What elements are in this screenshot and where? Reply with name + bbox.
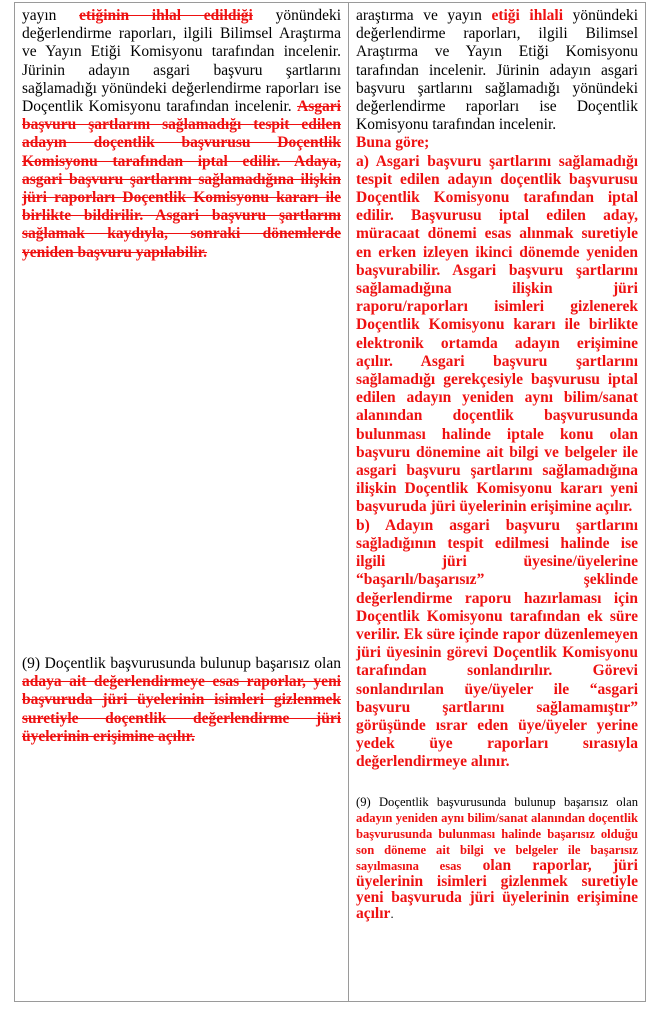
item-b: b) Adayın asgari başvuru şartlarını sağladığının tespit edilmesi halinde ise ilgili jüri üyesine/üyelerine “başarılı/başarısız” şeklinde değerlendirme raporu hazırlaması için Doçentlik Komisyonu tarafından ek süre verilir. Ek süre içinde rapor düzenlemeyen jüri üyesinin görevi Doçentlik Komisyonu tarafından sonlandırılır. Görevi sonlandırılan üye/üyeler ile “asgari başvuru şartlarını sağlamamıştır” görüşünde ısrar eden üye/üyeler yerine yedek üye raporları sırasıyla değerlendirmeye alınır. xyxy=(356,516,638,771)
left-column-old-text xyxy=(15,3,349,1001)
right-column-new-text xyxy=(349,3,645,1001)
item-a: a) Asgari başvuru şartlarını sağlamadığı tespit edilen adayın doçentlik başvurusu Doçentlik Komisyonu tarafından iptal edilir. Başvurusu iptal edilen aday, müracaat dönemi esas alınmak suretiyle en erken izleyen ikinci dönemde yeniden başvurabilir. Asgari başvuru şartlarını sağlamadığına ilişkin jüri raporu/raporları isimleri gizlenerek Doçentlik Komisyonu kararı ile birlikte elektronik ortamda adayın erişimine açılır. Asgari başvuru şartlarını sağlamadığı gerekçesiyle başvurusu iptal edilen adayın yeniden aynı bilim/sanat alanından doçentlik başvurusunda bulunması halinde iptale konu olan başvuru dönemine ait bilgi ve belgeler ile asgari başvuru şartlarını sağlamadığına ilişkin Doçentlik Komisyonu kararı yeni başvuruda jüri üyelerinin erişimine açılır. xyxy=(356,152,638,516)
left-paragraph-1: yayın etiğinin ihlal edildiği yönündeki değerlendirme raporları, ilgili Bilimsel Araştırma ve Yayın Etiği Komisyonu tarafından incelenir. Jürinin adayın asgari başvuru şartlarını sağlamadığı yönündeki değerlendirme raporları ise Doçentlik Komisyonu tarafından incelenir. Asgari başvuru şartlarını sağlamadığı tespit edilen adayın doçentlik başvurusu Doçentlik Komisyonu tarafından iptal edilir. Adaya, asgari başvuru şartlarını sağlamadığına ilişkin jüri raporları Doçentlik Komisyonu kararı ile birlikte bildirilir. Asgari başvuru şartlarını sağlamak kaydıyla, sonraki dönemlerde yeniden başvuru yapılabilir. xyxy=(22,7,342,261)
added-text: adayın yeniden aynı bilim/sanat alanından doçentlik başvurusunda bulunması halinde başarısız olduğu son döneme ait bilgi ve belgeler ile başarısız sayılmasına esas xyxy=(356,810,638,873)
buna-gore-heading: Buna göre; xyxy=(356,134,430,152)
deleted-text: Asgari başvuru şartlarını sağlamadığı tespit edilen adayın doçentlik başvurusu Doçentlik Komisyonu tarafından iptal edilir. Adaya, asgari başvuru şartlarını sağlamadığına ilişkin jüri raporları Doçentlik Komisyonu kararı ile birlikte bildirilir. Asgari başvuru şartlarını sağlamak kaydıyla, sonraki dönemlerde yeniden başvuru yapılabilir. xyxy=(22,98,341,261)
right-paragraph-9: (9) Doçentlik başvurusunda bulunup başarısız olan adayın yeniden aynı bilim/sanat alanından doçentlik başvurusunda bulunması halinde başarısız olduğu son döneme ait bilgi ve belgeler ile başarısız sayılmasına esas olan raporlar, jüri üyelerinin isimleri gizlenmek suretiyle yeni başvuruda jüri üyelerinin erişimine açılır. xyxy=(356,794,638,922)
deleted-text: etiğinin ihlal edildiği xyxy=(79,7,253,24)
added-text: etiği ihlali xyxy=(491,7,564,24)
right-paragraph-1: araştırma ve yayın etiği ihlali yönündeki değerlendirme raporları, ilgili Bilimsel Araştırma ve Yayın Etiği Komisyonu tarafından incelenir. Jürinin adayın asgari başvuru şartlarını sağlamadığı yönündeki değerlendirme raporları ise Doçentlik Komisyonu tarafından incelenir. xyxy=(356,7,639,134)
left-paragraph-9: (9) Doçentlik başvurusunda bulunup başarısız olan adaya ait değerlendirmeye esas raporlar, yeni başvuruda jüri üyelerinin isimleri gizlenmek suretiyle doçentlik değerlendirme jüri üyelerinin erişimine açılır. xyxy=(22,655,341,745)
deleted-text: adaya ait değerlendirmeye esas raporlar, yeni başvuruda jüri üyelerinin isimleri gizlenmek suretiyle doçentlik değerlendirme jüri üyelerinin erişimine açılır. xyxy=(22,673,341,745)
added-text: olan raporlar, jüri üyelerinin isimleri gizlenmek suretiyle yeni başvuruda jüri üyelerinin erişimine açılır xyxy=(356,856,638,922)
comparison-table xyxy=(14,2,646,1002)
